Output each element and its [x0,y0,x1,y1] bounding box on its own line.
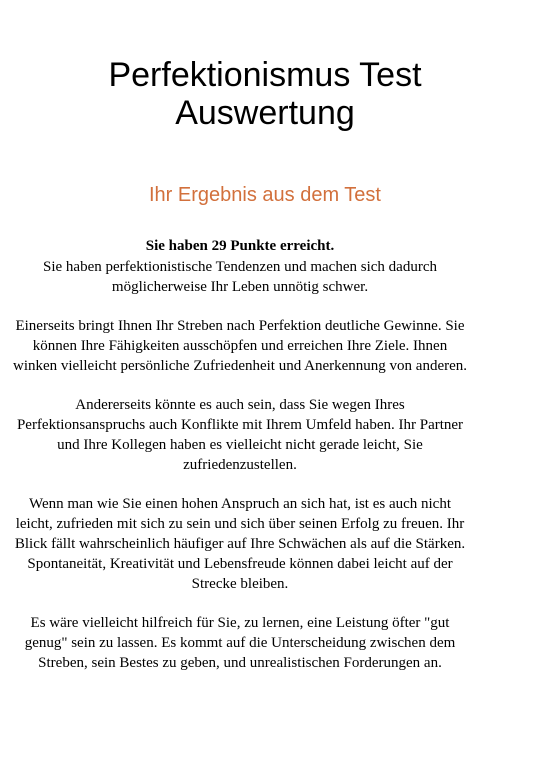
result-paragraph-4: Wenn man wie Sie einen hohen Anspruch an sich hat, ist es auch nicht leicht, zufrieden mit sich zu sein und sich über seinen Erfolg zu freuen. Ihr Blick fällt wahrscheinlich häufiger auf Ihre Schwächen als auf die Stärken. Spontaneität, Kreativität und Lebensfreude können dabei leicht auf der Strecke bleiben. [14,496,466,592]
result-paragraph-1: Sie haben perfektionistische Tendenzen und machen sich dadurch möglicherweise Ihr Leben unnötig schwer. [43,259,437,295]
page-title-line-1: Perfektionismus Test [108,56,422,94]
result-paragraph-3: Andererseits könnte es auch sein, dass Sie wegen Ihres Perfektionsanspruchs auch Konflikte mit Ihrem Umfeld haben. Ihr Partner und Ihre Kollegen haben es vielleicht nicht gerade leicht, Sie zufriedenzustellen. [16,397,464,473]
page-title [0,56,530,132]
result-paragraph-2: Einerseits bringt Ihnen Ihr Streben nach Perfektion deutliche Gewinne. Sie können Ihre Fähigkeiten ausschöpfen und erreichen Ihre Ziele. Ihnen winken vielleicht persönliche Zufriedenheit und Anerkennung von anderen. [12,318,468,374]
result-content [12,236,468,692]
score-text: Sie haben 29 Punkte erreicht. [145,238,335,254]
result-paragraph-5: Es wäre vielleicht hilfreich für Sie, zu lernen, eine Leistung öfter "gut genug" sein zu lassen. Es kommt auf die Unterscheidung zwischen dem Streben, sein Bestes zu geben, und unrealistischen Forderungen an. [24,615,456,671]
page-title-line-2: Auswertung [175,94,355,132]
result-subtitle: Ihr Ergebnis aus dem Test [149,184,381,206]
